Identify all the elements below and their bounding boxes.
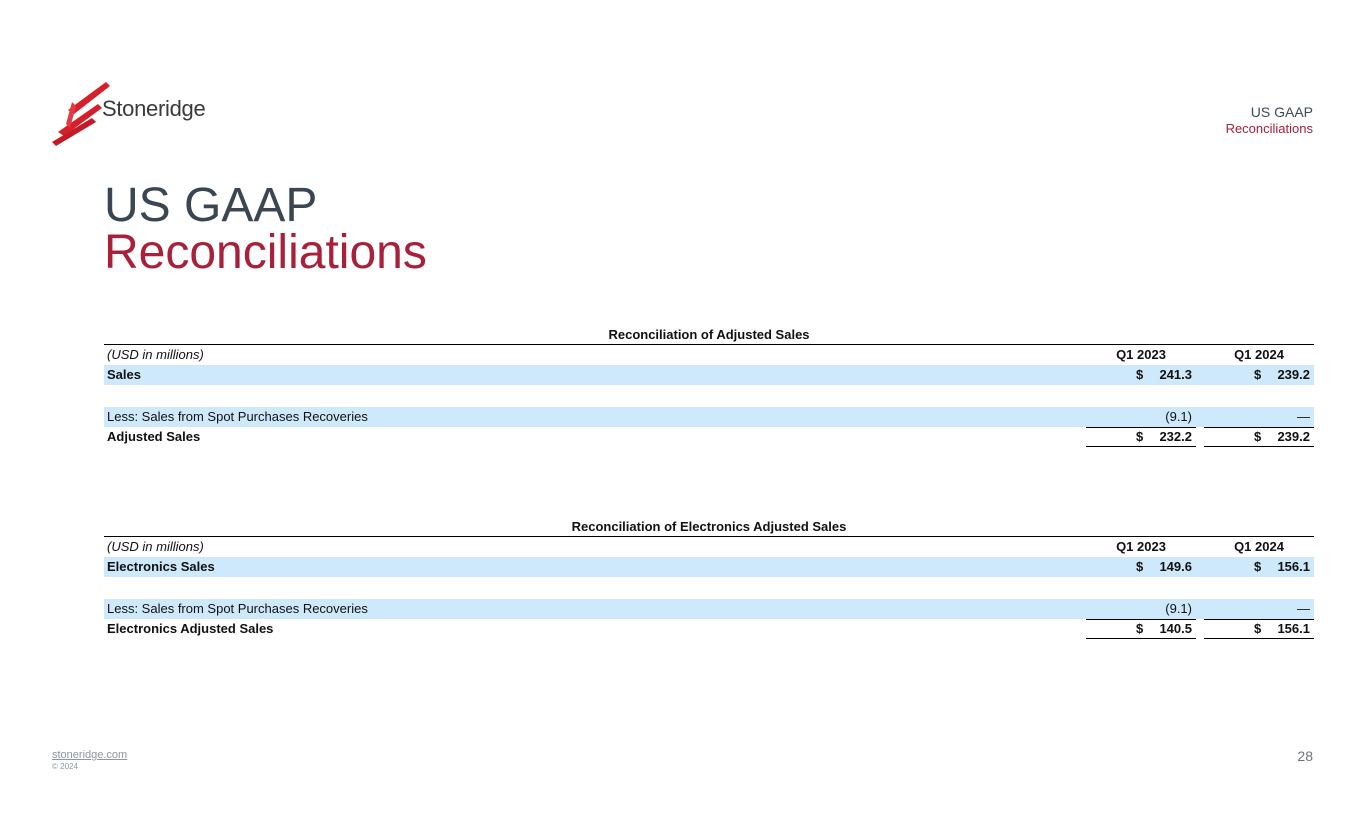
row-label: Electronics Adjusted Sales bbox=[107, 621, 274, 636]
row-spacer bbox=[104, 577, 1314, 599]
section-label-secondary: Reconciliations bbox=[1225, 120, 1313, 136]
electronics-adjusted-sales-table bbox=[104, 517, 1314, 639]
table-row bbox=[104, 557, 1314, 577]
row-spacer bbox=[104, 385, 1314, 407]
table-cell: $ 232.2 bbox=[1086, 427, 1196, 447]
page-title-line1: US GAAP bbox=[104, 179, 318, 232]
units-label: (USD in millions) bbox=[107, 539, 204, 554]
units-label: (USD in millions) bbox=[107, 347, 204, 362]
table-row bbox=[104, 599, 1314, 619]
column-header: Q1 2023 bbox=[1086, 537, 1196, 558]
table-header-row bbox=[104, 537, 1314, 557]
stoneridge-logo bbox=[52, 80, 212, 148]
page-number: 28 bbox=[1297, 748, 1313, 764]
copyright: © 2024 bbox=[52, 762, 78, 772]
row-label: Electronics Sales bbox=[107, 559, 215, 574]
table-cell: $ 156.1 bbox=[1254, 559, 1310, 574]
page-title-line2: Reconciliations bbox=[104, 226, 427, 279]
table-cell: — bbox=[1297, 409, 1310, 424]
logo-wordmark: Stoneridge bbox=[102, 96, 206, 121]
table-cell: (9.1) bbox=[1165, 409, 1192, 424]
row-label: Adjusted Sales bbox=[107, 429, 201, 444]
table-total-row bbox=[104, 427, 1314, 447]
table-cell: — bbox=[1297, 601, 1310, 616]
table-cell: $ 140.5 bbox=[1086, 619, 1196, 639]
table-cell: $ 156.1 bbox=[1204, 619, 1314, 639]
table-title: Reconciliation of Electronics Adjusted Sales bbox=[104, 517, 1314, 537]
footer bbox=[52, 749, 127, 772]
table-header-row bbox=[104, 345, 1314, 365]
section-label-primary: US GAAP bbox=[1250, 104, 1313, 120]
table-cell: $ 239.2 bbox=[1204, 427, 1314, 447]
table-cell: $ 149.6 bbox=[1136, 559, 1192, 574]
row-label: Sales bbox=[107, 367, 141, 382]
table-cell: $ 241.3 bbox=[1136, 367, 1192, 382]
page-title bbox=[104, 179, 427, 279]
website-link[interactable]: stoneridge.com bbox=[52, 749, 128, 761]
table-title: Reconciliation of Adjusted Sales bbox=[104, 325, 1314, 345]
row-label: Less: Sales from Spot Purchases Recoveries bbox=[107, 409, 368, 424]
row-label: Less: Sales from Spot Purchases Recoveries bbox=[107, 601, 368, 616]
column-header: Q1 2024 bbox=[1204, 537, 1314, 558]
column-header: Q1 2024 bbox=[1204, 345, 1314, 366]
adjusted-sales-table bbox=[104, 325, 1314, 447]
table-row bbox=[104, 365, 1314, 385]
section-label bbox=[1226, 104, 1313, 136]
table-cell: $ 239.2 bbox=[1254, 367, 1310, 382]
table-total-row bbox=[104, 619, 1314, 639]
table-cell: (9.1) bbox=[1165, 601, 1192, 616]
table-row bbox=[104, 407, 1314, 427]
column-header: Q1 2023 bbox=[1086, 345, 1196, 366]
